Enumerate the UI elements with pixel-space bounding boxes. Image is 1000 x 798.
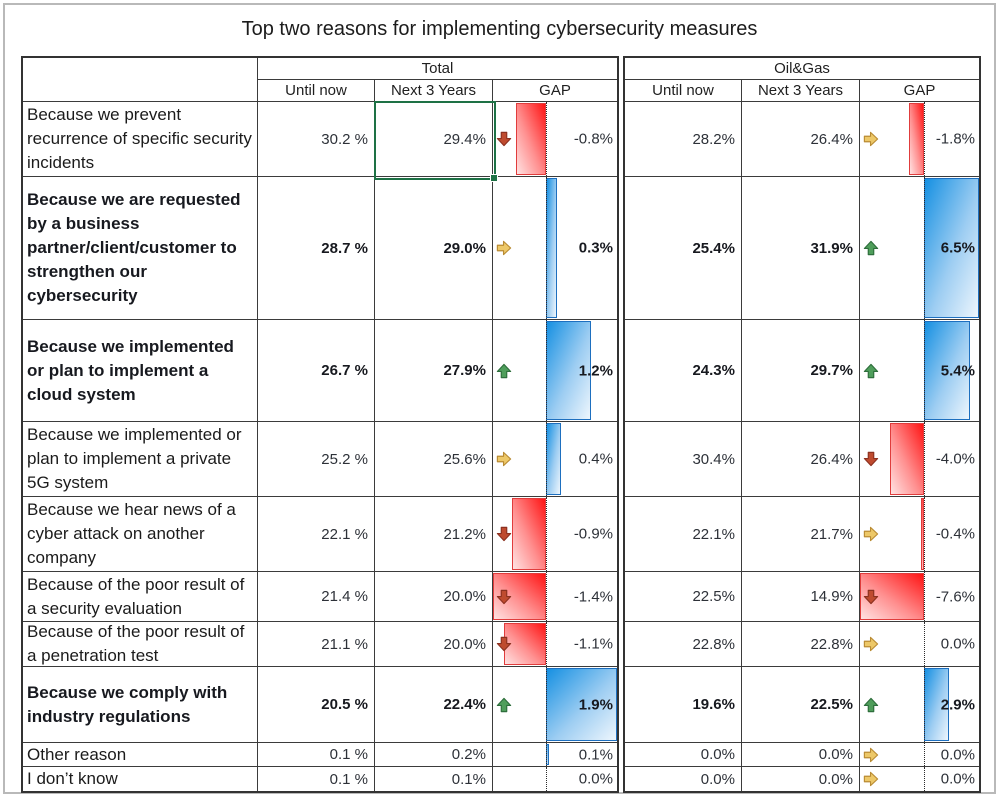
trend-down-icon bbox=[863, 589, 879, 605]
gap-bar bbox=[546, 178, 557, 318]
gap-value: 0.3% bbox=[578, 239, 613, 257]
gap-zero-axis bbox=[546, 177, 547, 319]
gap-zero-axis bbox=[546, 320, 547, 421]
until-now-cell[interactable]: 0.1 % bbox=[258, 767, 375, 791]
next-3-years-cell[interactable]: 29.0% bbox=[375, 177, 493, 320]
oilgas-group-header[interactable]: Oil&Gas bbox=[625, 58, 979, 80]
gap-zero-axis bbox=[924, 102, 925, 176]
row-label-cell[interactable]: Because we hear news of a cyber attack on another company bbox=[23, 497, 258, 572]
until-now-cell[interactable]: 22.8% bbox=[625, 622, 742, 667]
until-now-cell[interactable]: 0.0% bbox=[625, 767, 742, 791]
until-now-cell[interactable]: 22.1 % bbox=[258, 497, 375, 572]
gap-zero-axis bbox=[546, 767, 547, 791]
gap-value: 1.9% bbox=[578, 696, 613, 713]
gap-cell[interactable] bbox=[493, 177, 617, 320]
gap-cell[interactable] bbox=[493, 102, 617, 177]
trend-down-icon bbox=[496, 636, 512, 652]
gap-cell[interactable] bbox=[860, 177, 979, 320]
gap-zero-axis bbox=[924, 743, 925, 766]
trend-right-icon bbox=[863, 526, 879, 542]
next-3-years-cell[interactable]: 29.4% bbox=[375, 102, 493, 177]
gap-cell[interactable] bbox=[860, 102, 979, 177]
trend-down-icon bbox=[496, 131, 512, 147]
until-now-cell[interactable]: 26.7 % bbox=[258, 320, 375, 422]
oilgas-table bbox=[623, 56, 981, 793]
trend-right-icon bbox=[863, 636, 879, 652]
gap-value: -0.9% bbox=[573, 525, 613, 543]
gap-zero-axis bbox=[924, 572, 925, 621]
gap-zero-axis bbox=[924, 497, 925, 571]
gap-zero-axis bbox=[924, 320, 925, 421]
next-3-years-cell[interactable]: 14.9% bbox=[742, 572, 860, 622]
trend-right-icon bbox=[496, 240, 512, 256]
gap-cell[interactable] bbox=[493, 743, 617, 767]
trend-down-icon bbox=[863, 451, 879, 467]
gap-value: 5.4% bbox=[940, 362, 975, 379]
total-group-header[interactable]: Total bbox=[258, 58, 617, 80]
gap-zero-axis bbox=[546, 622, 547, 666]
oilgas-next-3-years-header[interactable]: Next 3 Years bbox=[742, 80, 860, 102]
until-now-cell[interactable]: 24.3% bbox=[625, 320, 742, 422]
gap-bar bbox=[909, 103, 924, 175]
row-label-cell[interactable]: Because of the poor result of a penetration test bbox=[23, 622, 258, 667]
next-3-years-cell[interactable]: 25.6% bbox=[375, 422, 493, 497]
gap-cell[interactable] bbox=[493, 767, 617, 791]
next-3-years-cell[interactable]: 26.4% bbox=[742, 102, 860, 177]
trend-right-icon bbox=[496, 451, 512, 467]
next-3-years-cell[interactable]: 0.0% bbox=[742, 767, 860, 791]
until-now-cell[interactable]: 21.4 % bbox=[258, 572, 375, 622]
row-label-cell[interactable]: Other reason bbox=[23, 743, 258, 767]
next-3-years-cell[interactable]: 0.2% bbox=[375, 743, 493, 767]
row-label-cell[interactable]: Because we comply with industry regulations bbox=[23, 667, 258, 743]
until-now-cell[interactable]: 22.5% bbox=[625, 572, 742, 622]
gap-zero-axis bbox=[546, 102, 547, 176]
until-now-cell[interactable]: 25.2 % bbox=[258, 422, 375, 497]
gap-zero-axis bbox=[924, 667, 925, 742]
trend-down-icon bbox=[496, 589, 512, 605]
next-3-years-cell[interactable]: 0.1% bbox=[375, 767, 493, 791]
next-3-years-cell[interactable]: 29.7% bbox=[742, 320, 860, 422]
trend-right-icon bbox=[863, 747, 879, 763]
row-label-cell[interactable]: Because of the poor result of a security evaluation bbox=[23, 572, 258, 622]
until-now-cell[interactable]: 30.4% bbox=[625, 422, 742, 497]
gap-value: 0.0% bbox=[940, 635, 975, 653]
gap-cell[interactable] bbox=[493, 497, 617, 572]
gap-value: -1.8% bbox=[935, 130, 975, 148]
until-now-cell[interactable]: 20.5 % bbox=[258, 667, 375, 743]
until-now-cell[interactable]: 0.1 % bbox=[258, 743, 375, 767]
trend-up-icon bbox=[863, 363, 879, 379]
gap-zero-axis bbox=[546, 497, 547, 571]
gap-value: -4.0% bbox=[935, 450, 975, 468]
gap-zero-axis bbox=[924, 767, 925, 791]
oilgas-until-now-header[interactable]: Until now bbox=[625, 80, 742, 102]
trend-up-icon bbox=[863, 697, 879, 713]
gap-cell[interactable] bbox=[493, 622, 617, 667]
gap-zero-axis bbox=[546, 572, 547, 621]
gap-value: 0.4% bbox=[578, 450, 613, 468]
gap-cell[interactable] bbox=[493, 320, 617, 422]
gap-value: -1.1% bbox=[573, 635, 613, 653]
total-table bbox=[21, 56, 619, 793]
next-3-years-cell[interactable]: 22.5% bbox=[742, 667, 860, 743]
gap-value: 6.5% bbox=[940, 239, 975, 257]
next-3-years-cell[interactable]: 21.2% bbox=[375, 497, 493, 572]
gap-cell[interactable] bbox=[493, 667, 617, 743]
gap-zero-axis bbox=[924, 422, 925, 496]
next-3-years-cell[interactable]: 20.0% bbox=[375, 622, 493, 667]
until-now-cell[interactable]: 0.0% bbox=[625, 743, 742, 767]
total-until-now-header[interactable]: Until now bbox=[258, 80, 375, 102]
next-3-years-cell[interactable]: 22.8% bbox=[742, 622, 860, 667]
gap-value: 0.1% bbox=[578, 746, 613, 763]
until-now-cell[interactable]: 25.4% bbox=[625, 177, 742, 320]
gap-cell[interactable] bbox=[493, 422, 617, 497]
chart-title: Top two reasons for implementing cybersecurity measures bbox=[241, 18, 758, 40]
trend-up-icon bbox=[496, 363, 512, 379]
row-label-cell[interactable]: Because we prevent recurrence of specific security incidents bbox=[23, 102, 258, 177]
gap-bar bbox=[512, 498, 546, 570]
gap-value: 0.0% bbox=[578, 770, 613, 788]
next-3-years-cell[interactable]: 31.9% bbox=[742, 177, 860, 320]
gap-zero-axis bbox=[546, 743, 547, 766]
row-label-cell[interactable]: Because we implemented or plan to implement a private 5G system bbox=[23, 422, 258, 497]
gap-zero-axis bbox=[924, 177, 925, 319]
gap-zero-axis bbox=[546, 667, 547, 742]
gap-cell[interactable] bbox=[860, 320, 979, 422]
gap-cell[interactable] bbox=[860, 622, 979, 667]
page-frame bbox=[3, 3, 996, 794]
gap-value: 2.9% bbox=[940, 696, 975, 713]
total-next-3-years-header[interactable]: Next 3 Years bbox=[375, 80, 493, 102]
gap-cell[interactable] bbox=[860, 767, 979, 791]
gap-cell[interactable] bbox=[860, 743, 979, 767]
gap-zero-axis bbox=[546, 422, 547, 496]
next-3-years-cell[interactable]: 0.0% bbox=[742, 743, 860, 767]
until-now-cell[interactable]: 22.1% bbox=[625, 497, 742, 572]
trend-up-icon bbox=[863, 240, 879, 256]
until-now-cell[interactable]: 30.2 % bbox=[258, 102, 375, 177]
gap-value: 0.0% bbox=[940, 770, 975, 788]
gap-cell[interactable] bbox=[860, 667, 979, 743]
gap-bar bbox=[516, 103, 546, 175]
until-now-cell[interactable]: 28.7 % bbox=[258, 177, 375, 320]
gap-value: 0.0% bbox=[940, 746, 975, 763]
until-now-cell[interactable]: 19.6% bbox=[625, 667, 742, 743]
row-label-cell[interactable]: Because we implemented or plan to implement a cloud system bbox=[23, 320, 258, 422]
gap-cell[interactable] bbox=[860, 497, 979, 572]
gap-cell[interactable] bbox=[860, 572, 979, 622]
trend-right-icon bbox=[863, 771, 879, 787]
trend-up-icon bbox=[496, 697, 512, 713]
gap-cell[interactable] bbox=[860, 422, 979, 497]
until-now-cell[interactable]: 28.2% bbox=[625, 102, 742, 177]
next-3-years-cell[interactable]: 21.7% bbox=[742, 497, 860, 572]
gap-bar bbox=[890, 423, 924, 495]
gap-value: 1.2% bbox=[578, 362, 613, 379]
next-3-years-cell[interactable]: 20.0% bbox=[375, 572, 493, 622]
gap-bar bbox=[546, 423, 561, 495]
trend-right-icon bbox=[863, 131, 879, 147]
trend-down-icon bbox=[496, 526, 512, 542]
gap-zero-axis bbox=[924, 622, 925, 666]
row-label-cell[interactable]: Because we are requested by a business partner/client/customer to strengthen our cybersecurity bbox=[23, 177, 258, 320]
until-now-cell[interactable]: 21.1 % bbox=[258, 622, 375, 667]
gap-value: -1.4% bbox=[573, 588, 613, 605]
next-3-years-cell[interactable]: 22.4% bbox=[375, 667, 493, 743]
oilgas-gap-header[interactable]: GAP bbox=[860, 80, 979, 102]
next-3-years-cell[interactable]: 26.4% bbox=[742, 422, 860, 497]
gap-value: -7.6% bbox=[935, 588, 975, 605]
next-3-years-cell[interactable]: 27.9% bbox=[375, 320, 493, 422]
gap-cell[interactable] bbox=[493, 572, 617, 622]
corner-header-cell[interactable] bbox=[23, 58, 258, 102]
gap-value: -0.8% bbox=[573, 130, 613, 148]
gap-value: -0.4% bbox=[935, 525, 975, 543]
total-gap-header[interactable]: GAP bbox=[493, 80, 617, 102]
row-label-cell[interactable]: I don’t know bbox=[23, 767, 258, 791]
